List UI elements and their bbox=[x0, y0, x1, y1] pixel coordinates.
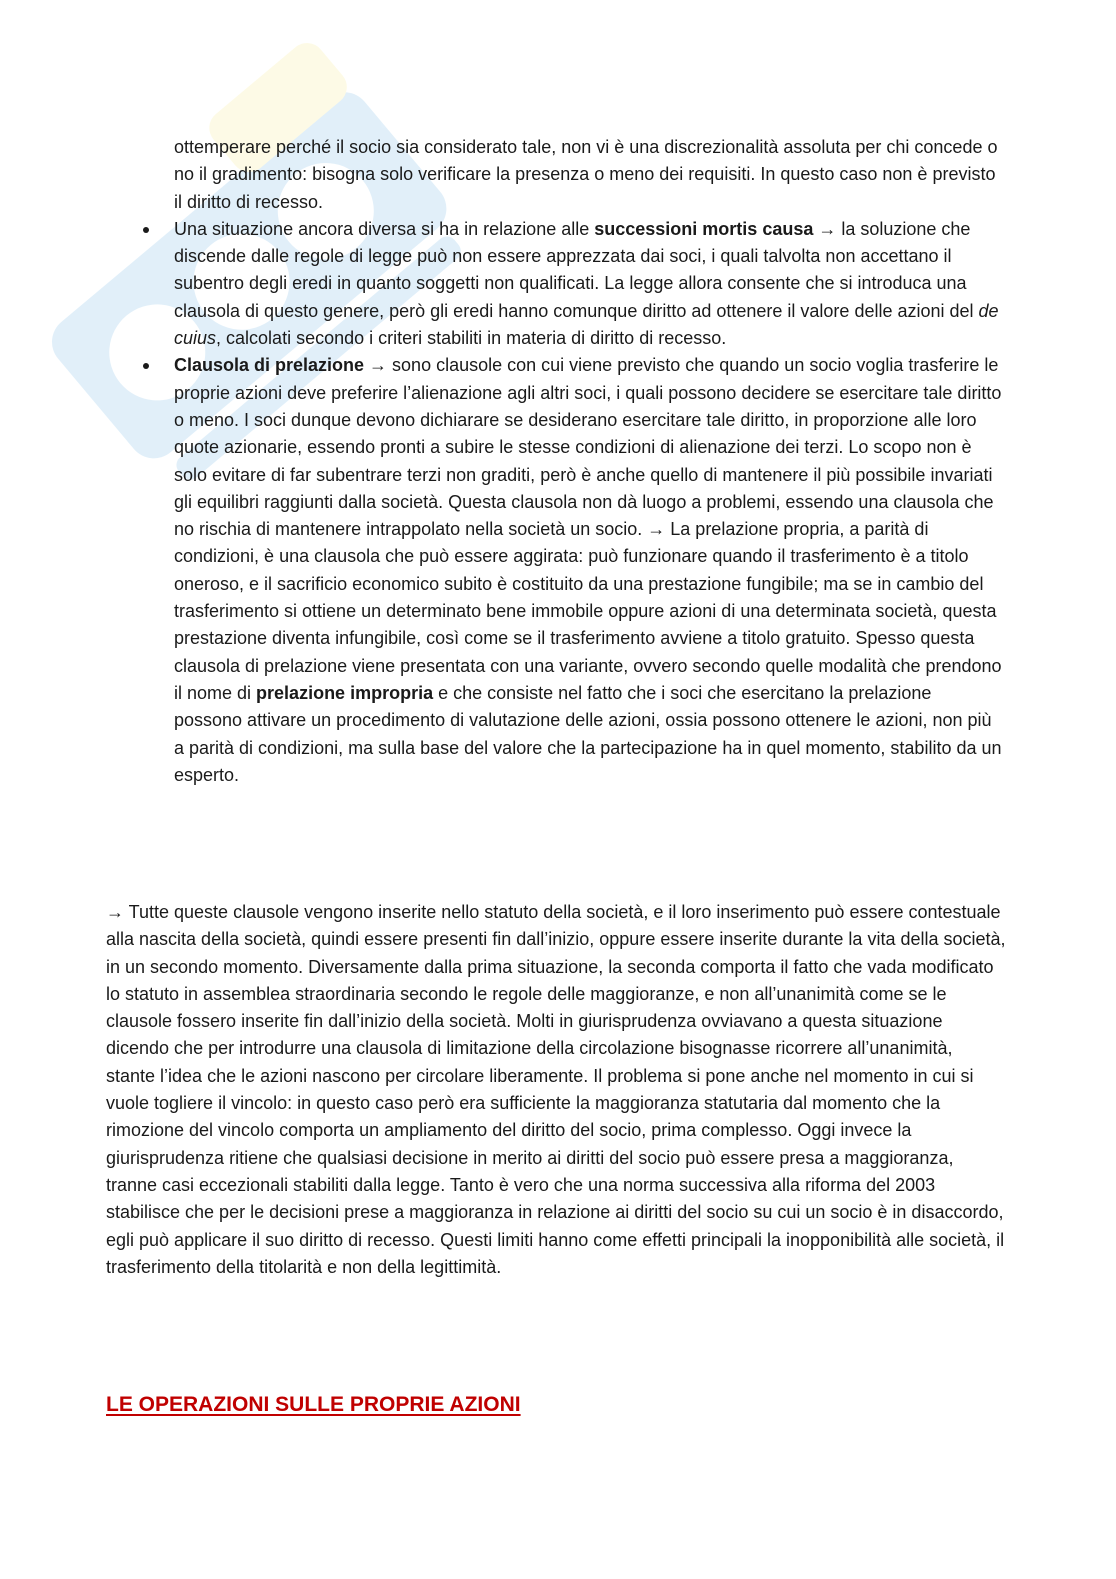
bullet-item-bold-term-2: prelazione impropria bbox=[256, 682, 434, 703]
bullet-item-text-mid: → sono clausole con cui viene previsto che quando un socio voglia trasferire le proprie azioni deve preferire l’alienazione agli altri soci, i quali possono decidere se esercitare tale diritto o meno. I soci dunque devono dichiarare se desiderano esercitare tale diritto, in proporzione alle loro quote azionarie, essendo pronti a subire le stesse condizioni di alienazione dei terzi. Lo scopo non è solo evitare di far subentrare terzi non graditi, però è anche quello di mantenere il più possibile invariati gli equilibri raggiunti dalla società. Questa clausola non dà luogo a problemi, essendo una clausola che no rischia di mantenere intrappolato nella società un socio. → La prelazione propria, a parità di condizioni, è una clausola che può essere aggirata: può funzionare quando il trasferimento è a titolo oneroso, e il sacrificio economico subito è costituito da una prestazione fungibile; ma se in cambio del trasferimento si ottiene un determinato bene immobile oppure azioni di una determinata società, questa prestazione diventa infungibile, così come se il trasferimento avviene a titolo gratuito. Spesso questa clausola di prelazione viene presentata con una variante, ovvero secondo quelle modalità che prendono il nome di bbox=[174, 355, 1002, 703]
bullet-item-continuation bbox=[174, 134, 1004, 216]
bullet-item-bold-term: successioni mortis causa bbox=[594, 218, 814, 239]
bullet-item-text-mid: → la soluzione che discende dalle regole di legge può non essere apprezzata dai soci, i quali talvolta non accettano il subentro degli eredi in quanto soggetti non qualificati. La legge allora consente che si introduca una clausola di questo genere, però gli eredi hanno comunque diritto ad ottenere il valore delle azioni del bbox=[174, 218, 979, 321]
section-heading: LE OPERAZIONI SULLE PROPRIE AZIONI bbox=[106, 1393, 521, 1416]
bullet-dot-icon bbox=[143, 363, 149, 369]
bullet-list bbox=[174, 134, 1004, 789]
bullet-dot-icon bbox=[143, 227, 149, 233]
bullet-item-text-post: , calcolati secondo i criteri stabiliti in materia di diritto di recesso. bbox=[216, 328, 727, 349]
bullet-item-prelazione bbox=[174, 352, 1004, 789]
bullet-item-italic-term: de cuius bbox=[174, 300, 999, 349]
bullet-item-successioni bbox=[174, 216, 1004, 352]
body-paragraph: → Tutte queste clausole vengono inserite nello statuto della società, e il loro inserimento può essere contestuale alla nascita della società, quindi essere presenti fin dall’inizio, oppure essere inserite durante la vita della società, in un secondo momento. Diversamente dalla prima situazione, la seconda comporta il fatto che vada modificato lo statuto in assemblea straordinaria secondo le regole delle maggioranze, e non all’unanimità come se le clausole fossero inserite fin dall’inizio della società. Molti in giurisprudenza ovviavano a questa situazione dicendo che per introdurre una clausola di limitazione della circolazione bisognasse ricorrere all’unanimità, stante l’idea che le azioni nascono per circolare liberamente. Il problema si pone anche nel momento in cui si vuole togliere il vincolo: in questo caso però era sufficiente la maggioranza statutaria dal momento che la rimozione del vincolo comporta un ampliamento del diritto del socio, prima complesso. Oggi invece la giurisprudenza ritiene che qualsiasi decisione in merito ai diritti del socio può essere presa a maggioranza, tranne casi eccezionali stabiliti dalla legge. Tanto è vero che una norma successiva alla riforma del 2003 stabilisce che per le decisioni prese a maggioranza in relazione ai diritti del socio su cui un socio è in disaccordo, egli può applicare il suo diritto di recesso. Questi limiti hanno come effetti principali la inopponibilità alle società, il trasferimento della titolarità e non della legittimità. bbox=[106, 902, 1006, 1277]
bullet-item-text-pre: Una situazione ancora diversa si ha in relazione alle bbox=[174, 218, 595, 239]
bullet-item-text: ottemperare perché il socio sia considerato tale, non vi è una discrezionalità assoluta per chi concede o no il gradimento: bisogna solo verificare la presenza o meno dei requisiti. In questo caso non è previsto il diritto di recesso. bbox=[174, 137, 998, 212]
bullet-item-bold-term: Clausola di prelazione bbox=[174, 355, 365, 376]
bullet-item-text-post: e che consiste nel fatto che i soci che esercitano la prelazione possono attivare un procedimento di valutazione delle azioni, ossia possono ottenere le azioni, non più a parità di condizioni, ma sulla base del valore che la partecipazione ha in quel momento, stabilito da un esperto. bbox=[174, 682, 1002, 785]
